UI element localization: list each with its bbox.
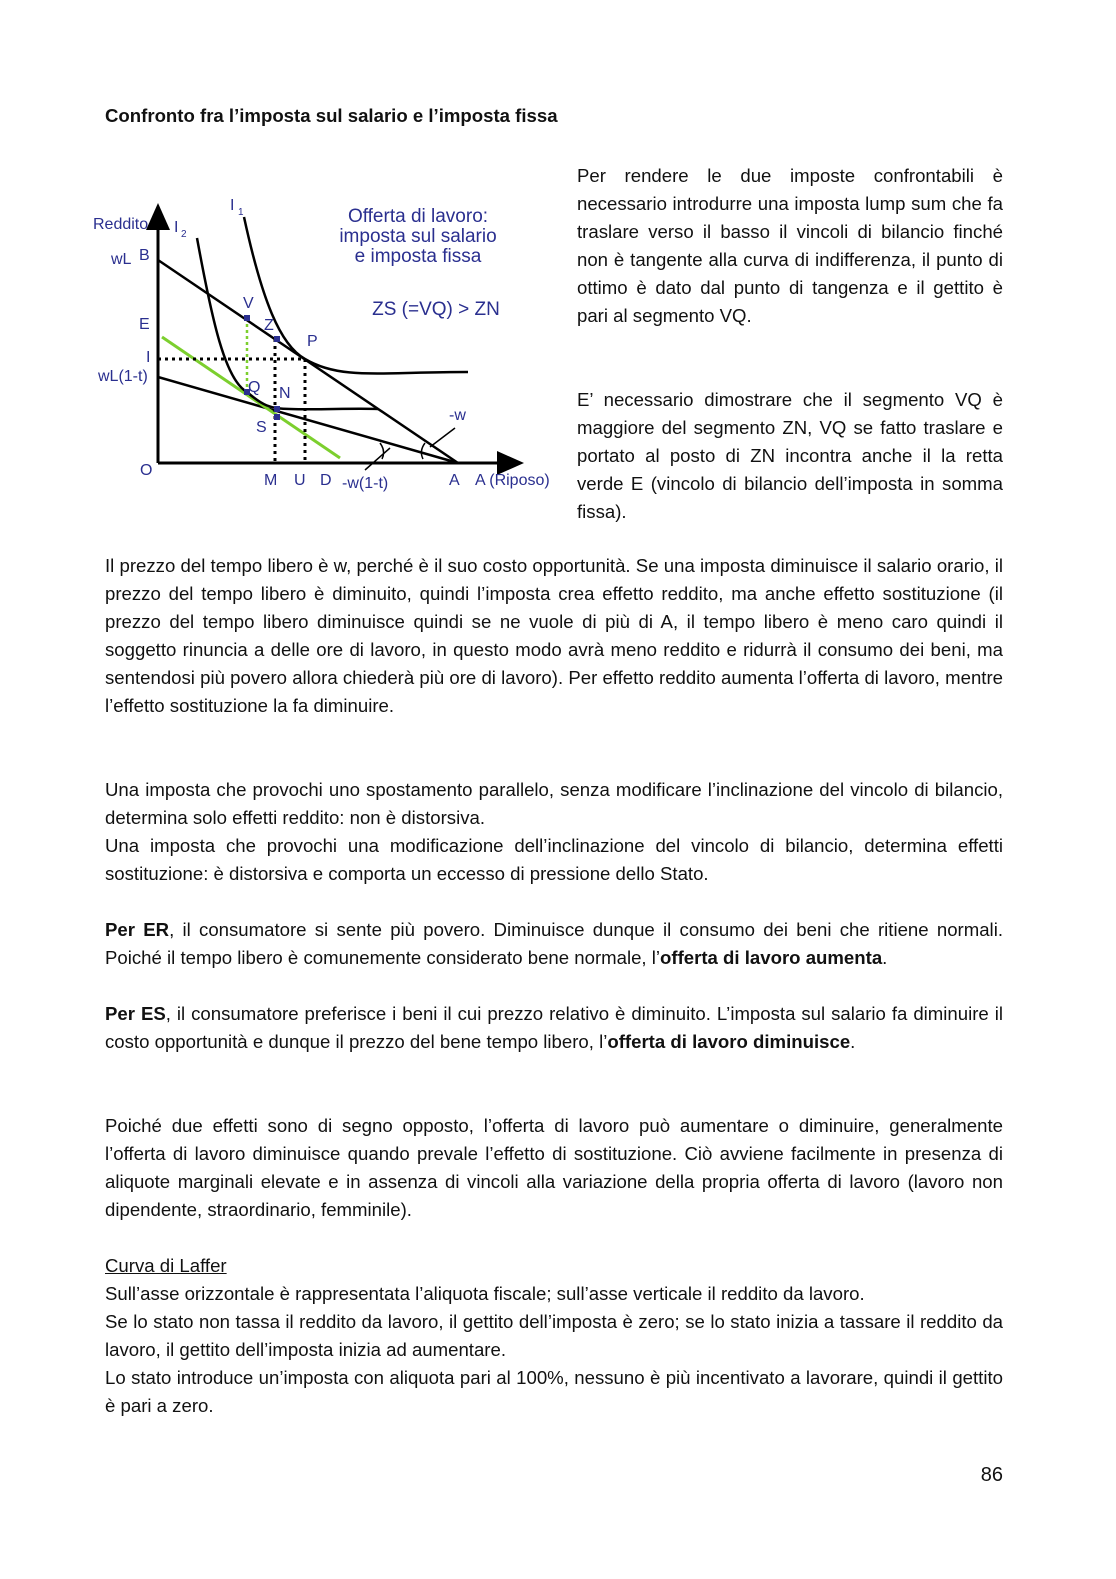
label-d: D (320, 472, 332, 489)
figure-title-3: e imposta fissa (354, 246, 482, 267)
label-i: I (146, 349, 151, 366)
bold-text: offerta di lavoro aumenta (660, 947, 883, 968)
label-p: P (307, 333, 318, 350)
bold-er: Per ER (105, 919, 170, 940)
text: . (850, 1031, 856, 1052)
laffer-heading: Curva di Laffer (105, 1255, 227, 1276)
label-z: Z (264, 317, 274, 334)
paragraph-3: Una imposta che provochi una modificazione dell’inclinazione del vincolo di bilancio, determina effetti sostituzione: è distorsiva e comporta un eccesso di pressione dello Stato. (105, 835, 1003, 884)
page-number: 86 (980, 1464, 1003, 1486)
figure-title-1: Offerta di lavoro: (347, 206, 489, 227)
right-paragraph-1: Per rendere le due imposte confrontabili è necessario introdurre una imposta lump sum che fa traslare verso il basso il vincoli di bilancio finché non è tangente alla curva di indifferenza, il punto di ottimo è dato dal punto di tangenza e il gettito è pari al segmento VQ. (577, 165, 1003, 326)
paragraph-6: Poiché due effetti sono di segno opposto, l’offerta di lavoro può aumentare o diminuire, generalmente l’offerta di lavoro diminuisce quando prevale l’effetto di sostituzione. Ciò avviene facilmente in presenza di aliquote marginali elevate e in assenza di vincoli alla variazione della propria offerta di lavoro (lavoro non dipendente, straordinario, femminile). (105, 1115, 1003, 1220)
label-i2: I (174, 219, 179, 236)
label-o: O (140, 462, 153, 479)
label-v: V (243, 295, 254, 312)
label-n: N (279, 385, 291, 402)
text: . (882, 947, 888, 968)
section-title: Confronto fra l’imposta sul salario e l’imposta fissa (105, 105, 558, 126)
label-neg-w: -w (449, 407, 466, 424)
label-m: M (264, 472, 278, 489)
figure-relation: ZS (=VQ) > ZN (372, 299, 500, 320)
y-axis-label: Reddito (93, 216, 149, 233)
label-q: Q (248, 379, 261, 396)
laffer-line-2: Se lo stato non tassa il reddito da lavoro, il gettito dell’imposta è zero; se lo stato inizia a tassare il reddito da lavoro, il gettito dell’imposta inizia ad aumentare. (105, 1311, 1003, 1360)
laffer-line-1: Sull’asse orizzontale è rappresentata l’aliquota fiscale; sull’asse verticale il reddito da lavoro. (105, 1283, 865, 1304)
labor-supply-diagram (0, 180, 560, 510)
budget-line-lump-sum (162, 337, 340, 458)
label-neg-w1t: -w(1-t) (342, 475, 389, 492)
indifference-curve-i2 (197, 238, 378, 409)
paragraph-5 (105, 1000, 1003, 1056)
label-i2-sub: 2 (181, 229, 187, 240)
figure-title-2: imposta sul salario (339, 226, 497, 247)
label-s: S (256, 419, 267, 436)
right-paragraph-2: E’ necessario dimostrare che il segmento VQ è maggiore del segmento ZN, VQ se fatto traslare e portato al posto di ZN incontra anche il la retta verde E (vincolo di bilancio dell’imposta in somma fissa). (577, 389, 1003, 522)
label-wl1t: wL(1-t) (98, 368, 148, 385)
bold-text: offerta di lavoro diminuisce (607, 1031, 851, 1052)
paragraph-2: Una imposta che provochi uno spostamento parallelo, senza modificare l’inclinazione del vincolo di bilancio, determina solo effetti reddito: non è distorsiva. (105, 779, 1003, 828)
label-u: U (294, 472, 306, 489)
bold-es: Per ES (105, 1003, 166, 1024)
paragraph-4 (105, 916, 1003, 972)
budget-line-wage-tax (158, 377, 458, 463)
label-e: E (139, 316, 150, 333)
label-wl: wL (111, 251, 132, 268)
x-axis-label: A (Riposo) (475, 472, 550, 489)
label-a: A (449, 472, 460, 489)
paragraph-1: Il prezzo del tempo libero è w, perché è il suo costo opportunità. Se una imposta diminuisce il salario orario, il prezzo del tempo libero è diminuito, quindi l’imposta crea effetto reddito, ma anche effetto sostituzione (il prezzo del tempo libero diminuisce quindi se ne vuole di più di A, il tempo libero è meno caro quindi il soggetto rinuncia a delle ore di lavoro, in questo modo avrà meno reddito e ridurrà il consumo dei beni, ma sentendosi più povero allora chiederà più ore di lavoro). Per effetto reddito aumenta l’offerta di lavoro, mentre l’effetto sostituzione la fa diminuire. (105, 555, 1003, 716)
laffer-line-3: Lo stato introduce un’imposta con aliquota pari al 100%, nessuno è più incentivato a lavorare, quindi il gettito è pari a zero. (105, 1367, 1003, 1416)
text: , il consumatore preferisce i beni il cui prezzo relativo è diminuito. L’imposta sul salario fa diminuire il costo opportunità e dunque il prezzo del bene tempo libero, l’ (105, 1003, 1003, 1052)
text: , il consumatore si sente più povero. Diminuisce dunque il consumo dei beni che ritiene normali. Poiché il tempo libero è comunemente considerato bene normale, l’ (105, 919, 1003, 968)
label-i1: I (230, 197, 235, 214)
label-i1-sub: 1 (238, 207, 244, 218)
label-b: B (139, 247, 150, 264)
